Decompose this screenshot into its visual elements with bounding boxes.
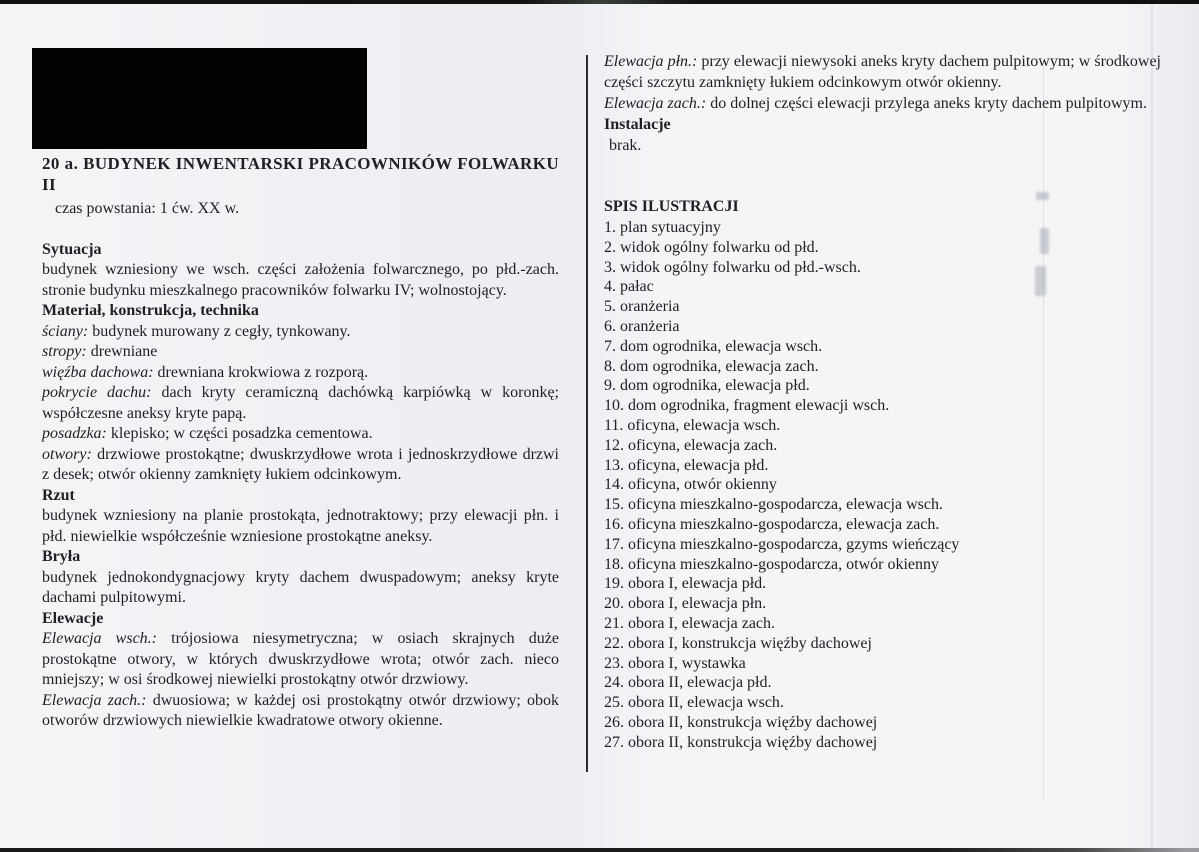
scan-fold-line bbox=[1043, 60, 1044, 800]
illustrations-heading: SPIS ILUSTRACJI bbox=[604, 198, 739, 215]
labeled-entry bbox=[604, 51, 1161, 93]
entry-text: budynek murowany z cegły, tynkowany. bbox=[88, 322, 351, 340]
section-heading: Sytuacja bbox=[42, 240, 102, 258]
illustration-item: 17. oficyna mieszkalno-gospodarcza, gzyms wieńczący bbox=[604, 535, 960, 553]
illustration-item: 10. dom ogrodnika, fragment elewacji wsch. bbox=[604, 397, 890, 415]
entry-text: dwuosiowa; w każdej osi prostokątny otwór drzwiowy; obok otworów drzwiowych niewielkie kwadratowe otwory okienne. bbox=[42, 691, 560, 729]
entry-label: otwory: bbox=[42, 445, 92, 463]
labeled-entry bbox=[42, 342, 559, 363]
scan-edge-top bbox=[0, 0, 1199, 4]
section-heading: Elewacje bbox=[42, 609, 104, 627]
illustration-item: 5. oranżeria bbox=[604, 298, 680, 316]
column-divider bbox=[586, 55, 588, 772]
illustration-item: 15. oficyna mieszkalno-gospodarcza, elewacja wsch. bbox=[604, 496, 943, 514]
entry-text: do dolnej części elewacji przylega aneks kryty dachem pulpitowym. bbox=[706, 95, 1147, 112]
labeled-entry bbox=[42, 445, 559, 486]
illustration-item: 2. widok ogólny folwarku od płd. bbox=[604, 238, 819, 256]
labeled-entry bbox=[42, 383, 559, 424]
labeled-entry bbox=[604, 93, 1161, 114]
labeled-entry bbox=[42, 363, 559, 384]
page-title-line-1: 20 a. BUDYNEK INWENTARSKI PRACOWNIKÓW FOLWARKU bbox=[42, 154, 559, 173]
illustration-item: 1. plan sytuacyjny bbox=[604, 219, 721, 236]
entry-label: stropy: bbox=[42, 343, 87, 360]
illustration-item: 7. dom ogrodnika, elewacja wsch. bbox=[604, 337, 823, 355]
scan-edge-bottom bbox=[0, 848, 1199, 852]
paragraph: brak. bbox=[609, 137, 642, 154]
paragraph: budynek wzniesiony we wsch. części założenia folwarcznego, po płd.-zach. stronie budynku mieszkalnego pracowników folwarku IV; wolnostojący. bbox=[42, 261, 559, 299]
illustration-item: 26. obora II, konstrukcja więźby dachowej bbox=[604, 713, 878, 731]
labeled-entry bbox=[42, 424, 559, 445]
section-heading: Bryła bbox=[42, 548, 81, 565]
entry-text: drewniana krokwiowa z rozporą. bbox=[153, 363, 369, 381]
illustration-item: 19. obora I, elewacja płd. bbox=[604, 575, 767, 593]
illustrations-list bbox=[604, 218, 1161, 753]
entry-label: Elewacja zach.: bbox=[604, 95, 707, 112]
right-column-blocks bbox=[604, 51, 1161, 156]
scan-smudge bbox=[1036, 192, 1049, 200]
redaction-block bbox=[32, 48, 367, 149]
section-heading: Instalacje bbox=[604, 116, 671, 133]
entry-text: klepisko; w części posadzka cementowa. bbox=[106, 425, 373, 442]
date-line: czas powstania: 1 ćw. XX w. bbox=[55, 200, 240, 217]
scan-smudge bbox=[1035, 266, 1046, 296]
illustration-item: 3. widok ogólny folwarku od płd.-wsch. bbox=[604, 258, 861, 276]
entry-text: trójosiowa niesymetryczna; w osiach skrajnych duże prostokątne otwory, w których dwuskrzydłowe wrota; otwór zach. nieco mniejszy; w osi środkowej niewielki prostokątny otwór drzwiowy. bbox=[42, 630, 559, 688]
illustration-item: 11. oficyna, elewacja wsch. bbox=[604, 416, 781, 434]
entry-text: drzwiowe prostokątne; dwuskrzydłowe wrota i jednoskrzydłowe drzwi z desek; otwór okienny zamknięty łukiem odcinkowym. bbox=[42, 445, 559, 483]
illustration-item: 8. dom ogrodnika, elewacja zach. bbox=[604, 357, 819, 375]
page-title-line-2: II bbox=[42, 175, 57, 194]
illustration-item: 23. obora I, wystawka bbox=[604, 654, 746, 672]
section-heading: Rzut bbox=[42, 486, 75, 504]
illustration-item: 16. oficyna mieszkalno-gospodarcza, elewacja zach. bbox=[604, 515, 940, 533]
illustration-item: 13. oficyna, elewacja płd. bbox=[604, 456, 769, 474]
entry-label: posadzka: bbox=[42, 425, 107, 442]
entry-text: drewniane bbox=[86, 343, 158, 360]
entry-text: dach kryty ceramiczną dachówką karpiówką w koronkę; współczesne aneksy kryte papą. bbox=[42, 384, 560, 422]
left-column-blocks bbox=[42, 240, 559, 732]
entry-label: ściany: bbox=[42, 322, 89, 340]
paragraph: budynek wzniesiony na planie prostokąta, jednotraktowy; przy elewacji płn. i płd. niewielkie współcześnie wzniesione prostokątne aneksy. bbox=[42, 507, 559, 545]
labeled-entry bbox=[42, 691, 559, 732]
scan-fold-line-right bbox=[1151, 4, 1153, 848]
illustration-item: 4. pałac bbox=[604, 278, 654, 296]
paragraph: budynek jednokondygnacjowy kryty dachem dwuspadowym; aneksy kryte dachami pulpitowymi. bbox=[42, 568, 559, 606]
labeled-entry bbox=[42, 629, 559, 691]
illustration-item: 25. obora II, elewacja wsch. bbox=[604, 694, 784, 712]
illustration-item: 27. obora II, konstrukcja więźby dachowej bbox=[604, 733, 878, 751]
left-column bbox=[42, 153, 559, 732]
illustration-item: 14. oficyna, otwór okienny bbox=[604, 476, 777, 494]
illustration-item: 20. obora I, elewacja płn. bbox=[604, 595, 767, 613]
scan-smudge bbox=[1040, 228, 1049, 254]
entry-text: przy elewacji niewysoki aneks kryty dachem pulpitowym; w środkowej części szczytu zamknięty łukiem odcinkowym otwór okienny. bbox=[604, 53, 1161, 91]
illustration-item: 22. obora I, konstrukcja więźby dachowej bbox=[604, 634, 872, 652]
illustration-item: 18. oficyna mieszkalno-gospodarcza, otwór okienny bbox=[604, 555, 940, 573]
illustration-item: 6. oranżeria bbox=[604, 317, 680, 335]
entry-label: pokrycie dachu: bbox=[42, 384, 152, 401]
illustration-item: 9. dom ogrodnika, elewacja płd. bbox=[604, 377, 810, 395]
entry-label: Elewacja zach.: bbox=[42, 691, 147, 709]
entry-label: więźba dachowa: bbox=[42, 363, 154, 381]
labeled-entry bbox=[42, 322, 559, 343]
illustration-item: 21. obora I, elewacja zach. bbox=[604, 614, 776, 632]
entry-label: Elewacja wsch.: bbox=[42, 630, 157, 647]
section-heading: Materiał, konstrukcja, technika bbox=[42, 302, 259, 319]
entry-label: Elewacja płn.: bbox=[604, 53, 698, 70]
page-title bbox=[42, 153, 559, 195]
right-column bbox=[604, 51, 1161, 753]
illustration-item: 12. oficyna, elewacja zach. bbox=[604, 436, 778, 454]
illustration-item: 24. obora II, elewacja płd. bbox=[604, 674, 772, 692]
